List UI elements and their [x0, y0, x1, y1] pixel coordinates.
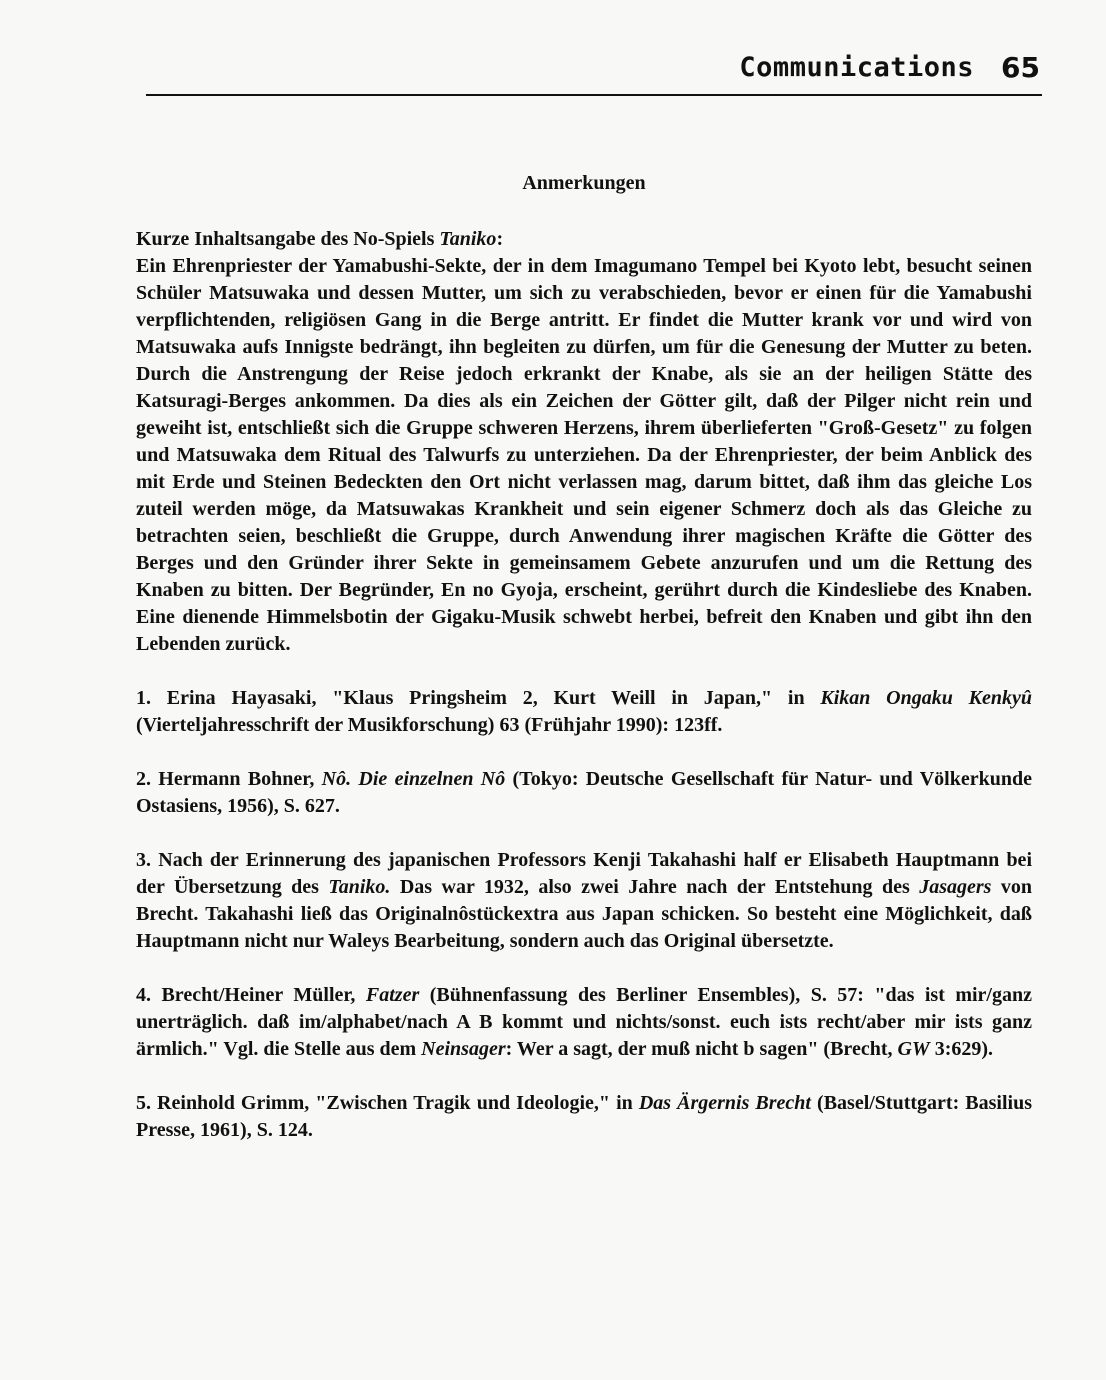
footnote-4: 4. Brecht/Heiner Müller, Fatzer (Bühnenfassung des Berliner Ensembles), S. 57: "das ist mir/ganz unerträglich. daß im/alphabet/nach A B kommt und nichts/sonst. euch ists recht/aber mir ists ganz ärmlich." Vgl. die Stelle aus dem Neinsager: Wer a sagt, der muß nicht b sagen" (Brecht, GW 3:629).: [136, 984, 1032, 1060]
section-heading: Anmerkungen: [522, 172, 646, 194]
running-head: [146, 52, 1042, 96]
notes-content: [136, 226, 1032, 1144]
footnote-5: 5. Reinhold Grimm, "Zwischen Tragik und Ideologie," in Das Ärgernis Brecht (Basel/Stuttgart: Basilius Presse, 1961), S. 124.: [136, 1092, 1032, 1141]
footnote-1: 1. Erina Hayasaki, "Klaus Pringsheim 2, Kurt Weill in Japan," in Kikan Ongaku Kenkyû (Vierteljahresschrift der Musikforschung) 63 (Frühjahr 1990): 123ff.: [136, 687, 1032, 736]
summary-label: Kurze Inhaltsangabe des No-Spiels Taniko:: [136, 228, 504, 250]
journal-title: Communications: [739, 52, 974, 83]
play-title: Taniko: [439, 228, 497, 250]
page-number: 65: [1001, 51, 1040, 84]
summary-body: Ein Ehrenpriester der Yamabushi-Sekte, der in dem Imagumano Tempel bei Kyoto lebt, besucht seinen Schüler Matsuwaka und dessen Mutter, um sich zu verabschieden, bevor er einen für die Yamabushi verpflichtenden, religiösen Gang in die Berge antritt. Er findet die Mutter krank vor und wird von Matsuwaka aufs Innigste bedrängt, ihn begleiten zu dürfen, um für die Genesung der Mutter zu beten. Durch die Anstrengung der Reise jedoch erkrankt der Knabe, als sie an der heiligen Stätte des Katsuragi-Berges ankommen. Da dies als ein Zeichen der Götter gilt, daß der Pilger nicht rein und geweiht ist, entschließt sich die Gruppe schweren Herzens, ihrem überlieferten "Groß-Gesetz" zu folgen und Matsuwaka dem Ritual des Talwurfs zu unterziehen. Da der Ehrenpriester, der beim Anblick des mit Erde und Steinen Bedeckten den Ort nicht verlassen mag, darum bittet, daß ihm das gleiche Los zuteil werden möge, da Matsuwakas Krankheit und sein eigener Schmerz doch als das Gleiche zu betrachten seien, beschließt die Gruppe, durch Anwendung ihrer magischen Kräfte die Götter des Berges und den Gründer ihrer Sekte in gemeinsamem Gebete anzurufen und um die Rettung des Knaben zu bitten. Der Begründer, En no Gyoja, erscheint, gerührt durch die Kindesliebe des Knaben. Eine dienende Himmelsbotin der Gigaku-Musik schwebt herbei, befreit den Knaben und gibt ihn den Lebenden zurück.: [136, 255, 1032, 655]
footnote-3: 3. Nach der Erinnerung des japanischen Professors Kenji Takahashi half er Elisabeth Hauptmann bei der Übersetzung des Taniko. Das war 1932, also zwei Jahre nach der Entstehung des Jasagers von Brecht. Takahashi ließ das Originalnôstückextra aus Japan schicken. So besteht eine Möglichkeit, daß Hauptmann nicht nur Waleys Bearbeitung, sondern auch das Original übersetzte.: [136, 849, 1033, 952]
footnote-2: 2. Hermann Bohner, Nô. Die einzelnen Nô (Tokyo: Deutsche Gesellschaft für Natur- und Völkerkunde Ostasiens, 1956), S. 627.: [136, 768, 1032, 817]
